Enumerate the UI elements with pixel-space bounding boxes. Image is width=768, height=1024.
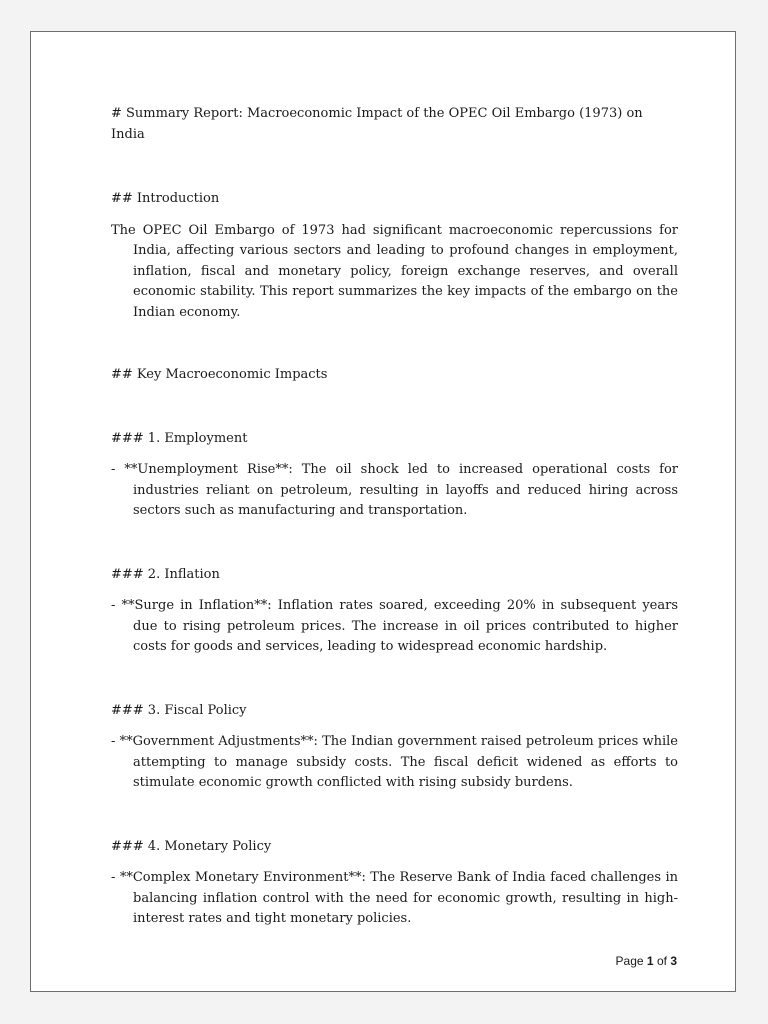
bullet-fiscal-policy: - **Government Adjustments**: The Indian government raised petroleum prices while attempting to manage subsidy costs. The fiscal deficit widened as efforts to stimulate economic growth conflicted with rising subsidy burdens. [111, 734, 678, 790]
document-page [30, 31, 736, 992]
total-pages: 3 [670, 954, 677, 968]
current-page: 1 [646, 954, 654, 968]
bullet-employment: - **Unemployment Rise**: The oil shock led to increased operational costs for industries reliant on petroleum, resulting in layoffs and reduced hiring across sectors such as manufacturing and transportation. [111, 462, 678, 518]
document-body [111, 104, 678, 930]
heading-monetary-policy: ### 4. Monetary Policy [111, 838, 272, 854]
heading-employment: ### 1. Employment [111, 430, 248, 446]
introduction-paragraph: The OPEC Oil Embargo of 1973 had significant macroeconomic repercussions for India, affecting various sectors and leading to profound changes in employment, inflation, fiscal and monetary policy, foreign exchange reserves, and overall economic stability. This report summarizes the key impacts of the embargo on the Indian economy. [111, 222, 678, 320]
page-word: Page [615, 954, 644, 968]
heading-fiscal-policy: ### 3. Fiscal Policy [111, 702, 247, 718]
heading-key-impacts: ## Key Macroeconomic Impacts [111, 367, 328, 382]
bullet-inflation: - **Surge in Inflation**: Inflation rates soared, exceeding 20% in subsequent years due to rising petroleum prices. The increase in oil prices contributed to higher costs for goods and services, leading to widespread economic hardship. [111, 598, 678, 654]
heading-inflation: ### 2. Inflation [111, 566, 220, 582]
page-number [616, 954, 677, 968]
of-word: of [656, 954, 667, 968]
bullet-monetary-policy: - **Complex Monetary Environment**: The Reserve Bank of India faced challenges in balancing inflation control with the need for economic growth, resulting in high-interest rates and tight monetary policies. [111, 870, 678, 926]
heading-introduction: ## Introduction [111, 191, 220, 206]
report-title: # Summary Report: Macroeconomic Impact of the OPEC Oil Embargo (1973) on India [111, 106, 643, 142]
